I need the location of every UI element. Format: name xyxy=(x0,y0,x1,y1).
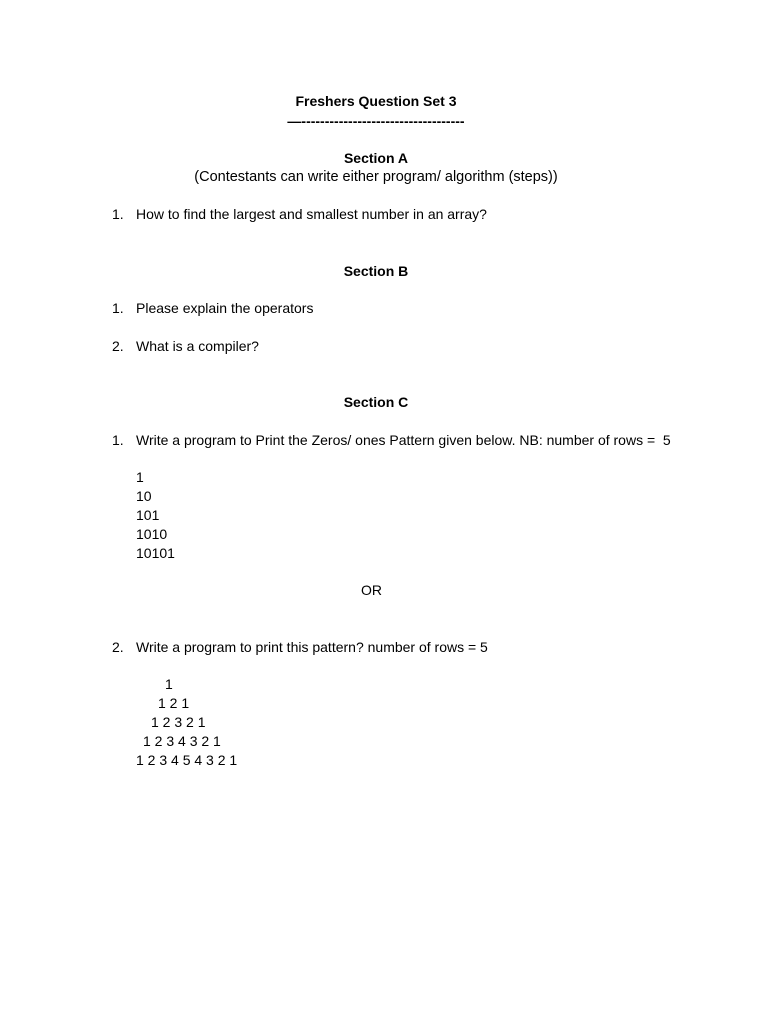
pyramid-pattern-row-5: 1 2 3 4 5 4 3 2 1 xyxy=(136,752,238,768)
or-separator: OR xyxy=(361,582,382,598)
zeros-ones-pattern-row-2: 10 xyxy=(136,488,152,504)
pyramid-pattern-row-3: 1 2 3 2 1 xyxy=(151,714,206,730)
section-c-q1-number: 1. xyxy=(112,432,124,448)
pyramid-pattern-row-4: 1 2 3 4 3 2 1 xyxy=(143,733,221,749)
section-a-q1-text: How to find the largest and smallest number in an array? xyxy=(136,206,487,222)
zeros-ones-pattern-row-1: 1 xyxy=(136,469,144,485)
section-b-heading: Section B xyxy=(343,263,409,279)
section-c-q2-text: Write a program to print this pattern? number of rows = 5 xyxy=(136,639,488,655)
section-b-q1-text: Please explain the operators xyxy=(136,300,314,316)
section-a-q1-number: 1. xyxy=(112,206,124,222)
section-c-q1-text: Write a program to Print the Zeros/ ones Pattern given below. NB: number of rows = 5 xyxy=(136,432,671,448)
section-b-q2-text: What is a compiler? xyxy=(136,338,259,354)
zeros-ones-pattern-row-3: 101 xyxy=(136,507,160,523)
section-b-q2-number: 2. xyxy=(112,338,124,354)
pyramid-pattern-row-2: 1 2 1 xyxy=(158,695,190,711)
section-a-heading: Section A xyxy=(343,150,409,166)
document-title: Freshers Question Set 3 xyxy=(295,93,457,109)
section-b-q1-number: 1. xyxy=(112,300,124,316)
pyramid-pattern-row-1: 1 xyxy=(165,676,173,692)
zeros-ones-pattern-row-5: 10101 xyxy=(136,545,175,561)
zeros-ones-pattern-row-4: 1010 xyxy=(136,526,168,542)
section-c-q2-number: 2. xyxy=(112,639,124,655)
section-c-heading: Section C xyxy=(343,394,409,410)
section-a-note: (Contestants can write either program/ algorithm (steps)) xyxy=(194,169,558,185)
title-underline: —----------------------------------- xyxy=(287,113,465,129)
